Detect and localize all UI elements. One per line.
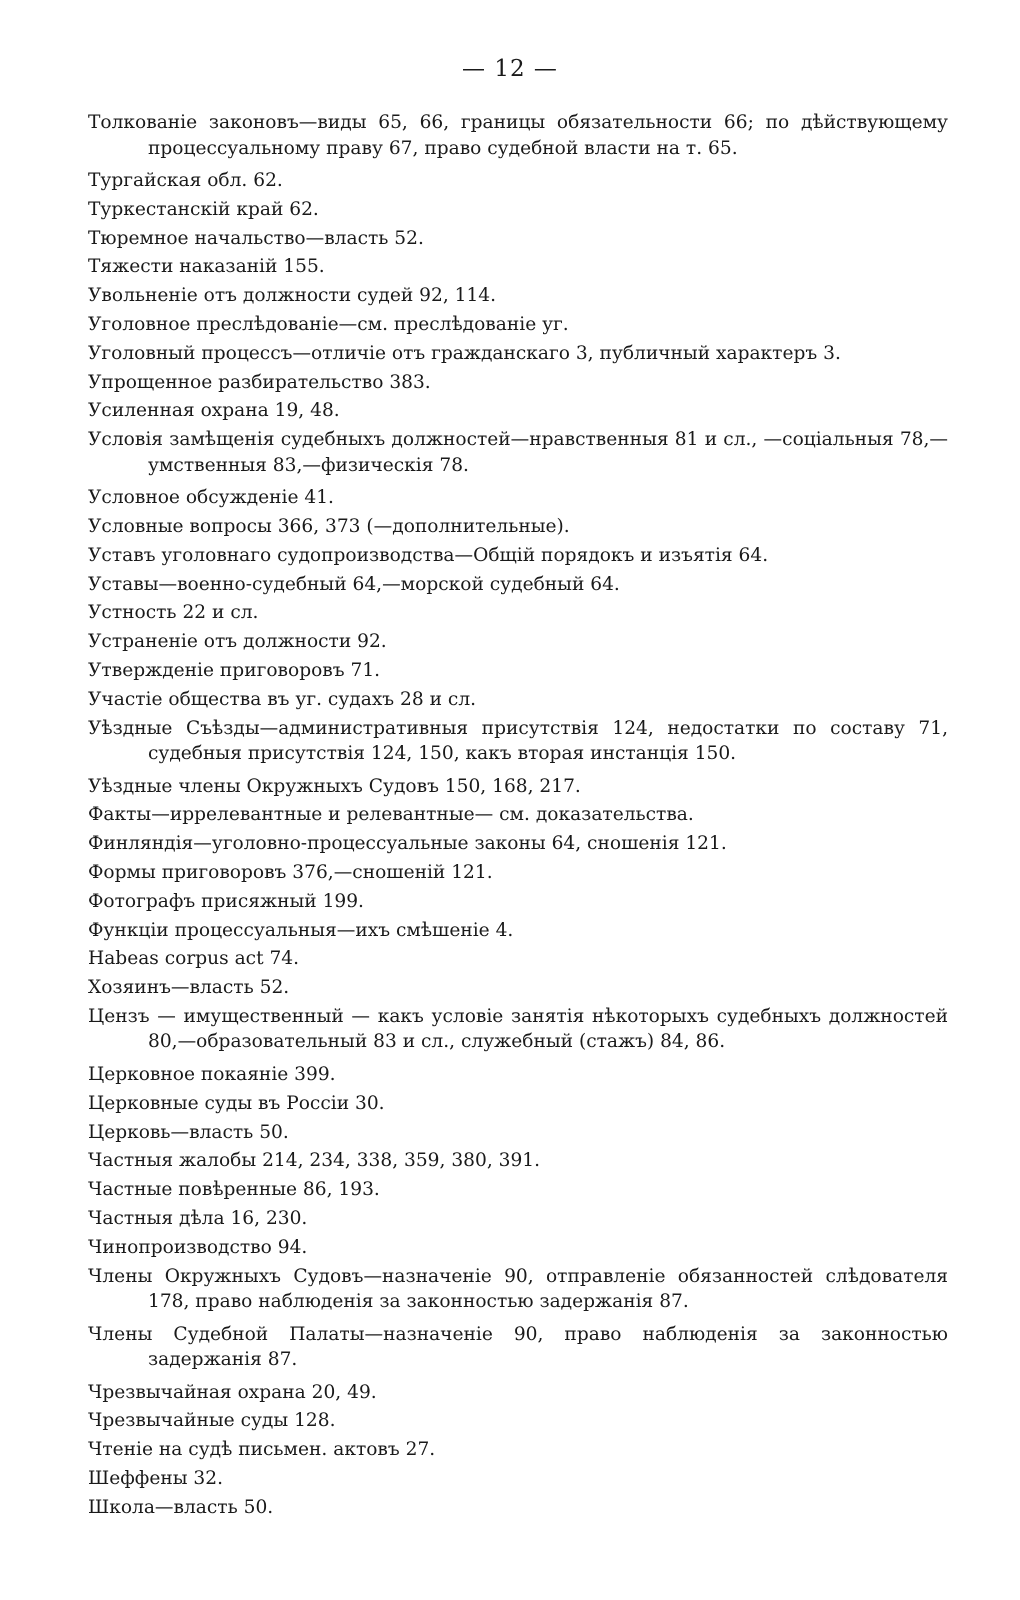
index-entry: Уставы—военно-судебный 64,—морской судебный 64. (88, 573, 620, 595)
index-entry: Habeas corpus act 74. (88, 948, 300, 970)
index-entry: Уголовный процессъ—отличіе отъ гражданскаго 3, публичный характеръ 3. (88, 342, 841, 364)
index-entry: Формы приговоровъ 376,—сношеній 121. (88, 861, 493, 883)
index-list (88, 110, 948, 1523)
index-entry: Факты—иррелевантные и релевантные— см. доказательства. (88, 804, 694, 826)
index-entry: Частныя жалобы 214, 234, 338, 359, 380, 391. (88, 1150, 541, 1172)
index-entry: Шеффены 32. (88, 1467, 224, 1489)
index-entry: Уѣздные Съѣзды—административныя присутствія 124, недостатки по составу 71, судебныя присутствія 124, 150, какъ вторая инстанція 150. (88, 717, 948, 765)
index-entry: Устность 22 и сл. (88, 602, 259, 624)
index-entry: Члены Судебной Палаты—назначеніе 90, право наблюденія за законностью задержанія 87. (88, 1323, 948, 1370)
index-entry: Устраненіе отъ должности 92. (88, 631, 387, 653)
index-entry: Чинопроизводство 94. (88, 1236, 308, 1258)
index-entry: Церковь—власть 50. (88, 1121, 289, 1143)
index-entry: Чрезвычайные суды 128. (88, 1410, 336, 1432)
index-entry: Туркестанскій край 62. (88, 198, 319, 220)
index-entry: Условные вопросы 366, 373 (—дополнительные). (88, 515, 570, 537)
index-entry: Упрощенное разбирательство 383. (88, 371, 431, 393)
index-entry: Тургайская обл. 62. (88, 170, 283, 191)
index-entry: Функціи процессуальныя—ихъ смѣшеніе 4. (88, 919, 514, 941)
page-number: — 12 — (462, 56, 558, 82)
index-entry: Цензъ — имущественный — какъ условіе занятія нѣкоторыхъ судебныхъ должностей 80,—образовательный 83 и сл., служебный (стажъ) 84, 86. (88, 1005, 948, 1053)
index-entry: Чтеніе на судѣ письмен. актовъ 27. (88, 1439, 436, 1461)
index-entry: Уѣздные члены Окружныхъ Судовъ 150, 168, 217. (88, 775, 581, 797)
index-entry: Толкованіе законовъ—виды 65, 66, границы обязательности 66; по дѣйствующему процессуальному праву 67, право судебной власти на т. 65. (88, 112, 948, 159)
index-entry: Церковные суды въ Россіи 30. (88, 1092, 385, 1114)
index-entry: Тюремное начальство—власть 52. (88, 227, 424, 249)
index-entry: Хозяинъ—власть 52. (88, 977, 290, 999)
index-entry: Увольненіе отъ должности судей 92, 114. (88, 285, 497, 307)
index-entry: Школа—власть 50. (88, 1496, 274, 1518)
index-entry: Условное обсужденіе 41. (88, 487, 334, 509)
index-entry: Церковное покаяніе 399. (88, 1063, 336, 1085)
index-entry: Усиленная охрана 19, 48. (88, 400, 340, 422)
index-entry: Чрезвычайная охрана 20, 49. (88, 1381, 377, 1403)
index-entry: Участіе общества въ уг. судахъ 28 и сл. (88, 688, 477, 710)
index-entry: Условія замѣщенія судебныхъ должностей—нравственныя 81 и сл., —соціальныя 78,—умственныя 83,—физическія 78. (88, 429, 948, 476)
index-entry: Тяжести наказаній 155. (88, 256, 325, 278)
index-entry: Фотографъ присяжный 199. (88, 890, 364, 912)
index-entry: Уголовное преслѣдованіе—см. преслѣдованіе уг. (88, 313, 569, 335)
index-entry: Частныя дѣла 16, 230. (88, 1207, 308, 1229)
index-entry: Финляндія—уголовно-процессуальные законы 64, сношенія 121. (88, 833, 727, 855)
index-entry: Частные повѣренные 86, 193. (88, 1179, 380, 1201)
index-entry: Уставъ уголовнаго судопроизводства—Общій порядокъ и изъятія 64. (88, 544, 769, 566)
index-entry: Утвержденіе приговоровъ 71. (88, 659, 381, 681)
index-entry: Члены Окружныхъ Судовъ—назначеніе 90, отправленіе обязанностей слѣдователя 178, право наблюденія за законностью задержанія 87. (88, 1265, 948, 1312)
